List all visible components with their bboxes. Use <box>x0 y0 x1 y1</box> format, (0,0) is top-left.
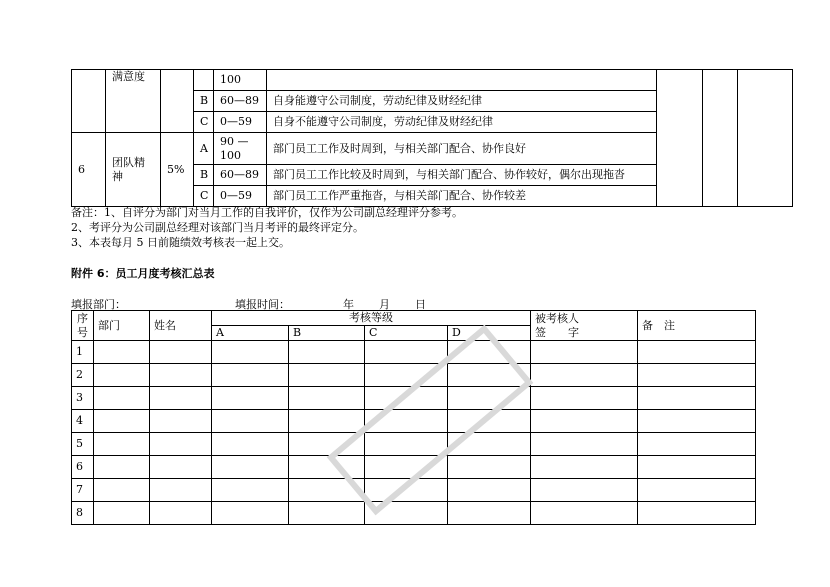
item-name-cell: 团队精神 <box>106 133 161 207</box>
row-number-cell: 5 <box>72 433 94 456</box>
remark-cell <box>738 70 793 207</box>
table-row <box>72 433 756 456</box>
blank-entry-cell[interactable] <box>150 502 212 525</box>
blank-entry-cell[interactable] <box>638 502 756 525</box>
description-cell: 部门员工工作比较及时周到，与相关部门配合、协作较好，偶尔出现拖沓 <box>267 165 657 186</box>
grade-cell: A <box>194 133 214 165</box>
description-cell: 自身不能遵守公司制度，劳动纪律及财经纪律 <box>267 112 657 133</box>
blank-entry-cell[interactable] <box>638 479 756 502</box>
row-number-cell: 4 <box>72 410 94 433</box>
item-name-cell: 满意度 <box>106 70 161 133</box>
blank-entry-cell[interactable] <box>94 387 150 410</box>
blank-entry-cell[interactable] <box>94 410 150 433</box>
blank-entry-cell[interactable] <box>289 387 365 410</box>
grade-c-header: C <box>365 326 448 341</box>
seq-header-bottom: 号 <box>77 325 88 339</box>
grade-b-header: B <box>289 326 365 341</box>
score-range-cell <box>214 133 267 165</box>
seq-header-top: 序 <box>77 311 88 325</box>
blank-entry-cell[interactable] <box>212 341 289 364</box>
grade-group-header: 考核等级 <box>212 311 531 326</box>
row-number-cell: 7 <box>72 479 94 502</box>
grade-cell: C <box>194 112 214 133</box>
blank-entry-cell[interactable] <box>531 456 638 479</box>
blank-entry-cell[interactable] <box>448 364 531 387</box>
grade-cell: B <box>194 91 214 112</box>
weight-cell: 5% <box>161 133 194 207</box>
score-range-line: 100 <box>220 148 241 162</box>
day-label: 日 <box>415 298 426 311</box>
blank-entry-cell[interactable] <box>94 364 150 387</box>
table-row <box>72 479 756 502</box>
blank-entry-cell[interactable] <box>638 364 756 387</box>
weight-cell <box>161 70 194 133</box>
annex-title: 附件 6：员工月度考核汇总表 <box>71 267 215 280</box>
note-line: 3、本表每月 5 日前随绩效考核表一起上交。 <box>71 236 290 249</box>
blank-entry-cell[interactable] <box>212 387 289 410</box>
blank-entry-cell[interactable] <box>531 433 638 456</box>
grade-cell <box>194 70 214 91</box>
score-range-cell: 100 <box>214 70 267 91</box>
blank-entry-cell[interactable] <box>448 410 531 433</box>
header-row <box>72 311 756 326</box>
blank-entry-cell[interactable] <box>531 341 638 364</box>
note-line: 2、考评分为公司副总经理对该部门当月考评的最终评定分。 <box>71 221 364 234</box>
blank-entry-cell[interactable] <box>531 479 638 502</box>
self-score-cell <box>657 70 703 207</box>
blank-entry-cell[interactable] <box>531 387 638 410</box>
monthly-summary-table <box>71 310 756 525</box>
blank-entry-cell[interactable] <box>365 502 448 525</box>
description-cell <box>267 70 657 91</box>
grade-cell: B <box>194 165 214 186</box>
blank-entry-cell[interactable] <box>638 341 756 364</box>
blank-entry-cell[interactable] <box>365 341 448 364</box>
notes <box>71 205 463 250</box>
table-row <box>72 410 756 433</box>
time-label: 填报时间： <box>235 298 290 311</box>
blank-entry-cell[interactable] <box>94 341 150 364</box>
dept-header: 部门 <box>94 311 150 341</box>
blank-entry-cell[interactable] <box>212 456 289 479</box>
blank-entry-cell[interactable] <box>94 502 150 525</box>
blank-entry-cell[interactable] <box>531 502 638 525</box>
blank-entry-cell[interactable] <box>289 341 365 364</box>
blank-entry-cell[interactable] <box>638 456 756 479</box>
blank-entry-cell[interactable] <box>448 502 531 525</box>
blank-entry-cell[interactable] <box>289 479 365 502</box>
blank-entry-cell[interactable] <box>94 456 150 479</box>
table-row <box>72 364 756 387</box>
blank-entry-cell[interactable] <box>289 364 365 387</box>
blank-entry-cell[interactable] <box>365 364 448 387</box>
dept-label: 填报部门： <box>71 298 126 311</box>
signee-header-top: 被考核人 <box>535 311 579 325</box>
blank-entry-cell[interactable] <box>638 433 756 456</box>
blank-entry-cell[interactable] <box>365 456 448 479</box>
score-range-cell: 0—59 <box>214 186 267 207</box>
blank-entry-cell[interactable] <box>448 387 531 410</box>
blank-entry-cell[interactable] <box>448 433 531 456</box>
blank-entry-cell[interactable] <box>448 341 531 364</box>
blank-entry-cell[interactable] <box>150 410 212 433</box>
blank-entry-cell[interactable] <box>150 387 212 410</box>
blank-entry-cell[interactable] <box>150 341 212 364</box>
item-number-cell <box>72 70 106 133</box>
blank-entry-cell[interactable] <box>365 387 448 410</box>
summary-table-body <box>72 341 756 525</box>
blank-entry-cell[interactable] <box>365 479 448 502</box>
blank-entry-cell[interactable] <box>448 479 531 502</box>
row-number-cell: 3 <box>72 387 94 410</box>
year-label: 年 <box>343 298 354 311</box>
blank-entry-cell[interactable] <box>638 410 756 433</box>
blank-entry-cell[interactable] <box>289 410 365 433</box>
blank-entry-cell[interactable] <box>212 364 289 387</box>
seq-header <box>72 311 94 341</box>
month-label: 月 <box>379 298 390 311</box>
score-range-cell: 0—59 <box>214 112 267 133</box>
blank-entry-cell[interactable] <box>212 433 289 456</box>
blank-entry-cell[interactable] <box>150 479 212 502</box>
blank-entry-cell[interactable] <box>365 410 448 433</box>
blank-entry-cell[interactable] <box>531 410 638 433</box>
signee-header-bottom: 签 字 <box>535 325 579 339</box>
description-cell: 部门员工工作严重拖沓，与相关部门配合、协作较差 <box>267 186 657 207</box>
remark-header: 备 注 <box>638 311 756 341</box>
blank-entry-cell[interactable] <box>531 364 638 387</box>
table-row <box>72 341 756 364</box>
blank-entry-cell[interactable] <box>150 433 212 456</box>
row-number-cell: 1 <box>72 341 94 364</box>
item-number-cell: 6 <box>72 133 106 207</box>
blank-entry-cell[interactable] <box>150 364 212 387</box>
blank-entry-cell[interactable] <box>150 456 212 479</box>
table-row <box>72 70 793 91</box>
table-row <box>72 456 756 479</box>
score-range-cell: 60—89 <box>214 165 267 186</box>
blank-entry-cell[interactable] <box>289 456 365 479</box>
description-cell: 自身能遵守公司制度，劳动纪律及财经纪律 <box>267 91 657 112</box>
blank-entry-cell[interactable] <box>212 502 289 525</box>
blank-entry-cell[interactable] <box>212 410 289 433</box>
blank-entry-cell[interactable] <box>448 456 531 479</box>
assessment-criteria-table <box>71 69 793 207</box>
name-header: 姓名 <box>150 311 212 341</box>
blank-entry-cell[interactable] <box>289 502 365 525</box>
blank-entry-cell[interactable] <box>638 387 756 410</box>
blank-entry-cell[interactable] <box>212 479 289 502</box>
note-line: 备注：1、自评分为部门对当月工作的自我评价，仅作为公司副总经理评分参考。 <box>71 206 463 219</box>
blank-entry-cell[interactable] <box>94 433 150 456</box>
table-row <box>72 387 756 410</box>
description-cell: 部门员工工作及时周到，与相关部门配合、协作良好 <box>267 133 657 165</box>
grade-a-header: A <box>212 326 289 341</box>
signee-header <box>531 311 638 341</box>
row-number-cell: 2 <box>72 364 94 387</box>
table-row <box>72 502 756 525</box>
score-range-cell: 60—89 <box>214 91 267 112</box>
blank-entry-cell[interactable] <box>289 433 365 456</box>
score-range-line: 90 — <box>220 134 249 148</box>
review-score-cell <box>703 70 738 207</box>
row-number-cell: 6 <box>72 456 94 479</box>
grade-cell: C <box>194 186 214 207</box>
blank-entry-cell[interactable] <box>94 479 150 502</box>
grade-d-header: D <box>448 326 531 341</box>
row-number-cell: 8 <box>72 502 94 525</box>
blank-entry-cell[interactable] <box>365 433 448 456</box>
